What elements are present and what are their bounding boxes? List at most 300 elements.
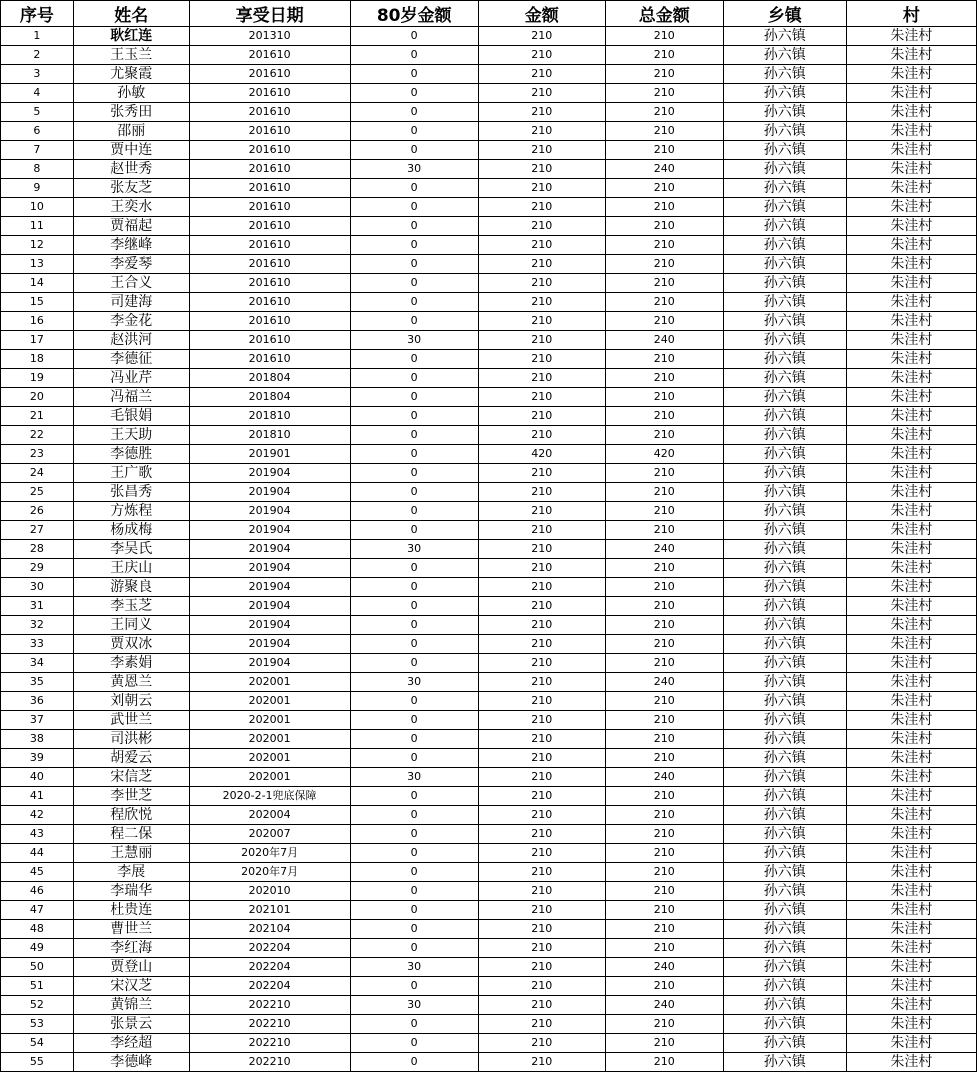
- cell-village: 朱洼村: [846, 236, 976, 255]
- cell-date: 201310: [189, 27, 350, 46]
- cell-town: 孙六镇: [723, 388, 846, 407]
- cell-village: 朱洼村: [846, 502, 976, 521]
- cell-town: 孙六镇: [723, 464, 846, 483]
- cell-date: 201904: [189, 521, 350, 540]
- header-total: 总金额: [605, 1, 723, 27]
- cell-seq: 4: [1, 84, 74, 103]
- cell-date: 201610: [189, 141, 350, 160]
- cell-village: 朱洼村: [846, 46, 976, 65]
- cell-total: 210: [605, 882, 723, 901]
- cell-seq: 28: [1, 540, 74, 559]
- cell-total: 210: [605, 844, 723, 863]
- cell-town: 孙六镇: [723, 217, 846, 236]
- cell-amount80: 0: [350, 388, 478, 407]
- cell-amount80: 30: [350, 996, 478, 1015]
- cell-village: 朱洼村: [846, 730, 976, 749]
- cell-total: 210: [605, 787, 723, 806]
- cell-town: 孙六镇: [723, 559, 846, 578]
- cell-date: 202001: [189, 692, 350, 711]
- cell-town: 孙六镇: [723, 692, 846, 711]
- table-row: [1, 65, 977, 84]
- cell-date: 201610: [189, 103, 350, 122]
- cell-amount80: 0: [350, 635, 478, 654]
- cell-date: 201904: [189, 578, 350, 597]
- cell-amount80: 0: [350, 559, 478, 578]
- cell-date: 201610: [189, 350, 350, 369]
- cell-amount80: 0: [350, 882, 478, 901]
- table-row: [1, 730, 977, 749]
- cell-total: 210: [605, 749, 723, 768]
- cell-town: 孙六镇: [723, 179, 846, 198]
- cell-date: 202204: [189, 939, 350, 958]
- table-row: [1, 521, 977, 540]
- cell-name: 尤聚霞: [73, 65, 189, 84]
- cell-seq: 12: [1, 236, 74, 255]
- cell-amount80: 0: [350, 103, 478, 122]
- cell-amount80: 0: [350, 597, 478, 616]
- cell-date: 2020年7月: [189, 863, 350, 882]
- table-row: [1, 597, 977, 616]
- table-row: [1, 692, 977, 711]
- cell-total: 210: [605, 293, 723, 312]
- cell-amount: 210: [478, 1015, 605, 1034]
- cell-town: 孙六镇: [723, 597, 846, 616]
- table-row: [1, 578, 977, 597]
- cell-seq: 25: [1, 483, 74, 502]
- cell-total: 210: [605, 27, 723, 46]
- cell-amount80: 0: [350, 844, 478, 863]
- cell-seq: 50: [1, 958, 74, 977]
- cell-seq: 26: [1, 502, 74, 521]
- cell-amount: 210: [478, 217, 605, 236]
- cell-total: 210: [605, 1034, 723, 1053]
- cell-amount: 210: [478, 160, 605, 179]
- cell-town: 孙六镇: [723, 787, 846, 806]
- table-row: [1, 122, 977, 141]
- cell-amount80: 0: [350, 654, 478, 673]
- cell-town: 孙六镇: [723, 996, 846, 1015]
- cell-amount: 210: [478, 388, 605, 407]
- cell-name: 张景云: [73, 1015, 189, 1034]
- cell-date: 202210: [189, 1015, 350, 1034]
- cell-total: 210: [605, 141, 723, 160]
- cell-amount: 210: [478, 331, 605, 350]
- cell-amount80: 0: [350, 1053, 478, 1072]
- cell-seq: 45: [1, 863, 74, 882]
- cell-amount: 210: [478, 1053, 605, 1072]
- cell-name: 李德征: [73, 350, 189, 369]
- cell-town: 孙六镇: [723, 103, 846, 122]
- cell-date: 202007: [189, 825, 350, 844]
- cell-amount: 210: [478, 426, 605, 445]
- cell-village: 朱洼村: [846, 711, 976, 730]
- cell-town: 孙六镇: [723, 749, 846, 768]
- table-row: [1, 901, 977, 920]
- cell-total: 240: [605, 331, 723, 350]
- table-row: [1, 84, 977, 103]
- cell-amount80: 0: [350, 730, 478, 749]
- table-row: [1, 958, 977, 977]
- cell-town: 孙六镇: [723, 483, 846, 502]
- cell-amount: 210: [478, 654, 605, 673]
- cell-amount80: 0: [350, 141, 478, 160]
- cell-total: 210: [605, 1015, 723, 1034]
- cell-name: 李金花: [73, 312, 189, 331]
- table-row: [1, 274, 977, 293]
- table-row: [1, 749, 977, 768]
- table-row: [1, 388, 977, 407]
- cell-town: 孙六镇: [723, 46, 846, 65]
- cell-amount: 210: [478, 844, 605, 863]
- cell-seq: 18: [1, 350, 74, 369]
- cell-date: 202001: [189, 768, 350, 787]
- cell-date: 201904: [189, 502, 350, 521]
- cell-seq: 2: [1, 46, 74, 65]
- cell-amount: 210: [478, 369, 605, 388]
- cell-amount80: 30: [350, 540, 478, 559]
- cell-village: 朱洼村: [846, 426, 976, 445]
- cell-total: 210: [605, 806, 723, 825]
- cell-village: 朱洼村: [846, 806, 976, 825]
- cell-town: 孙六镇: [723, 1053, 846, 1072]
- cell-total: 210: [605, 654, 723, 673]
- cell-seq: 9: [1, 179, 74, 198]
- cell-seq: 7: [1, 141, 74, 160]
- cell-village: 朱洼村: [846, 122, 976, 141]
- cell-amount80: 0: [350, 920, 478, 939]
- table-row: [1, 160, 977, 179]
- cell-amount: 210: [478, 787, 605, 806]
- cell-village: 朱洼村: [846, 958, 976, 977]
- cell-name: 张昌秀: [73, 483, 189, 502]
- table-row: [1, 673, 977, 692]
- cell-amount: 210: [478, 939, 605, 958]
- cell-total: 210: [605, 122, 723, 141]
- cell-town: 孙六镇: [723, 806, 846, 825]
- cell-amount80: 0: [350, 350, 478, 369]
- cell-seq: 46: [1, 882, 74, 901]
- cell-amount: 210: [478, 882, 605, 901]
- cell-amount: 210: [478, 464, 605, 483]
- cell-name: 毛银娟: [73, 407, 189, 426]
- cell-date: 201610: [189, 312, 350, 331]
- cell-seq: 42: [1, 806, 74, 825]
- cell-village: 朱洼村: [846, 388, 976, 407]
- cell-seq: 20: [1, 388, 74, 407]
- cell-village: 朱洼村: [846, 597, 976, 616]
- table-row: [1, 711, 977, 730]
- table-row: [1, 236, 977, 255]
- cell-seq: 29: [1, 559, 74, 578]
- cell-seq: 54: [1, 1034, 74, 1053]
- table-row: [1, 1053, 977, 1072]
- cell-amount: 210: [478, 502, 605, 521]
- cell-amount80: 0: [350, 711, 478, 730]
- cell-amount80: 30: [350, 958, 478, 977]
- cell-town: 孙六镇: [723, 407, 846, 426]
- cell-date: 201610: [189, 179, 350, 198]
- cell-amount80: 0: [350, 84, 478, 103]
- cell-name: 李瑞华: [73, 882, 189, 901]
- cell-total: 240: [605, 958, 723, 977]
- cell-name: 王慧丽: [73, 844, 189, 863]
- table-row: [1, 141, 977, 160]
- cell-date: 201804: [189, 388, 350, 407]
- table-row: [1, 426, 977, 445]
- cell-village: 朱洼村: [846, 825, 976, 844]
- table-row: [1, 559, 977, 578]
- cell-amount: 210: [478, 350, 605, 369]
- cell-town: 孙六镇: [723, 578, 846, 597]
- cell-town: 孙六镇: [723, 882, 846, 901]
- table-row: [1, 825, 977, 844]
- cell-town: 孙六镇: [723, 844, 846, 863]
- table-row: [1, 635, 977, 654]
- cell-town: 孙六镇: [723, 27, 846, 46]
- cell-town: 孙六镇: [723, 635, 846, 654]
- cell-village: 朱洼村: [846, 84, 976, 103]
- cell-amount: 210: [478, 616, 605, 635]
- cell-amount: 210: [478, 236, 605, 255]
- cell-village: 朱洼村: [846, 692, 976, 711]
- cell-amount80: 30: [350, 331, 478, 350]
- cell-date: 202010: [189, 882, 350, 901]
- cell-total: 210: [605, 711, 723, 730]
- cell-name: 李展: [73, 863, 189, 882]
- cell-town: 孙六镇: [723, 426, 846, 445]
- cell-town: 孙六镇: [723, 616, 846, 635]
- cell-date: 201610: [189, 255, 350, 274]
- cell-seq: 43: [1, 825, 74, 844]
- table-row: [1, 977, 977, 996]
- cell-village: 朱洼村: [846, 65, 976, 84]
- cell-village: 朱洼村: [846, 445, 976, 464]
- cell-town: 孙六镇: [723, 198, 846, 217]
- table-row: [1, 920, 977, 939]
- table-row: [1, 103, 977, 122]
- cell-amount: 210: [478, 407, 605, 426]
- cell-seq: 31: [1, 597, 74, 616]
- cell-town: 孙六镇: [723, 141, 846, 160]
- cell-name: 宋信芝: [73, 768, 189, 787]
- cell-seq: 14: [1, 274, 74, 293]
- cell-amount80: 30: [350, 673, 478, 692]
- cell-village: 朱洼村: [846, 844, 976, 863]
- cell-amount: 210: [478, 103, 605, 122]
- table-row: [1, 464, 977, 483]
- cell-amount: 210: [478, 84, 605, 103]
- cell-village: 朱洼村: [846, 293, 976, 312]
- cell-date: 202001: [189, 673, 350, 692]
- cell-date: 201810: [189, 426, 350, 445]
- cell-total: 210: [605, 426, 723, 445]
- cell-village: 朱洼村: [846, 160, 976, 179]
- cell-seq: 30: [1, 578, 74, 597]
- cell-seq: 13: [1, 255, 74, 274]
- cell-amount80: 0: [350, 749, 478, 768]
- cell-seq: 21: [1, 407, 74, 426]
- header-village: 村: [846, 1, 976, 27]
- cell-seq: 51: [1, 977, 74, 996]
- cell-amount80: 0: [350, 445, 478, 464]
- cell-date: 202204: [189, 958, 350, 977]
- cell-total: 210: [605, 1053, 723, 1072]
- table-row: [1, 939, 977, 958]
- cell-name: 邵丽: [73, 122, 189, 141]
- table-row: [1, 1015, 977, 1034]
- cell-date: 201904: [189, 559, 350, 578]
- cell-name: 张秀田: [73, 103, 189, 122]
- cell-amount: 210: [478, 996, 605, 1015]
- cell-amount: 210: [478, 179, 605, 198]
- cell-total: 210: [605, 901, 723, 920]
- table-body: [1, 27, 977, 1072]
- cell-name: 杜贵连: [73, 901, 189, 920]
- cell-village: 朱洼村: [846, 1053, 976, 1072]
- cell-amount: 210: [478, 521, 605, 540]
- cell-date: 202001: [189, 749, 350, 768]
- cell-name: 杨成梅: [73, 521, 189, 540]
- cell-total: 210: [605, 236, 723, 255]
- cell-amount80: 0: [350, 806, 478, 825]
- cell-seq: 24: [1, 464, 74, 483]
- cell-date: 202001: [189, 730, 350, 749]
- cell-name: 李德胜: [73, 445, 189, 464]
- cell-village: 朱洼村: [846, 312, 976, 331]
- table-row: [1, 255, 977, 274]
- cell-name: 耿红连: [73, 27, 189, 46]
- cell-town: 孙六镇: [723, 901, 846, 920]
- cell-village: 朱洼村: [846, 977, 976, 996]
- cell-total: 210: [605, 255, 723, 274]
- cell-amount: 210: [478, 635, 605, 654]
- cell-seq: 35: [1, 673, 74, 692]
- header-town: 乡镇: [723, 1, 846, 27]
- cell-date: 201904: [189, 540, 350, 559]
- cell-amount80: 0: [350, 46, 478, 65]
- cell-date: 202210: [189, 1034, 350, 1053]
- cell-date: 201901: [189, 445, 350, 464]
- cell-name: 武世兰: [73, 711, 189, 730]
- cell-amount: 210: [478, 46, 605, 65]
- cell-amount80: 0: [350, 939, 478, 958]
- cell-amount80: 0: [350, 198, 478, 217]
- cell-amount80: 0: [350, 464, 478, 483]
- cell-seq: 39: [1, 749, 74, 768]
- cell-village: 朱洼村: [846, 578, 976, 597]
- cell-name: 王奕水: [73, 198, 189, 217]
- cell-seq: 1: [1, 27, 74, 46]
- cell-date: 201610: [189, 274, 350, 293]
- cell-seq: 55: [1, 1053, 74, 1072]
- cell-name: 贾福起: [73, 217, 189, 236]
- cell-town: 孙六镇: [723, 312, 846, 331]
- cell-village: 朱洼村: [846, 882, 976, 901]
- cell-amount: 210: [478, 274, 605, 293]
- cell-village: 朱洼村: [846, 1015, 976, 1034]
- cell-total: 210: [605, 502, 723, 521]
- table-row: [1, 787, 977, 806]
- cell-village: 朱洼村: [846, 141, 976, 160]
- cell-village: 朱洼村: [846, 464, 976, 483]
- table-row: [1, 768, 977, 787]
- cell-name: 程二保: [73, 825, 189, 844]
- cell-amount80: 0: [350, 1034, 478, 1053]
- cell-town: 孙六镇: [723, 654, 846, 673]
- cell-seq: 15: [1, 293, 74, 312]
- cell-amount80: 0: [350, 901, 478, 920]
- cell-total: 210: [605, 692, 723, 711]
- cell-total: 210: [605, 274, 723, 293]
- table-row: [1, 198, 977, 217]
- cell-town: 孙六镇: [723, 502, 846, 521]
- cell-town: 孙六镇: [723, 65, 846, 84]
- cell-amount80: 0: [350, 122, 478, 141]
- table-row: [1, 844, 977, 863]
- table-row: [1, 502, 977, 521]
- cell-village: 朱洼村: [846, 901, 976, 920]
- cell-total: 210: [605, 217, 723, 236]
- cell-amount80: 0: [350, 407, 478, 426]
- cell-date: 201904: [189, 464, 350, 483]
- table-row: [1, 350, 977, 369]
- cell-name: 王天助: [73, 426, 189, 445]
- table-row: [1, 654, 977, 673]
- cell-name: 张友芝: [73, 179, 189, 198]
- cell-total: 420: [605, 445, 723, 464]
- cell-town: 孙六镇: [723, 977, 846, 996]
- cell-name: 程欣悦: [73, 806, 189, 825]
- cell-amount: 210: [478, 768, 605, 787]
- cell-name: 贾中连: [73, 141, 189, 160]
- cell-date: 201904: [189, 483, 350, 502]
- cell-total: 210: [605, 616, 723, 635]
- cell-town: 孙六镇: [723, 445, 846, 464]
- cell-total: 210: [605, 559, 723, 578]
- cell-town: 孙六镇: [723, 521, 846, 540]
- cell-village: 朱洼村: [846, 939, 976, 958]
- cell-seq: 11: [1, 217, 74, 236]
- cell-amount: 210: [478, 863, 605, 882]
- cell-town: 孙六镇: [723, 768, 846, 787]
- cell-total: 210: [605, 635, 723, 654]
- cell-amount80: 0: [350, 825, 478, 844]
- cell-village: 朱洼村: [846, 787, 976, 806]
- cell-village: 朱洼村: [846, 996, 976, 1015]
- cell-village: 朱洼村: [846, 654, 976, 673]
- cell-amount80: 0: [350, 217, 478, 236]
- cell-seq: 38: [1, 730, 74, 749]
- cell-village: 朱洼村: [846, 540, 976, 559]
- header-amount80: 80岁金额: [350, 1, 478, 27]
- cell-total: 210: [605, 483, 723, 502]
- cell-seq: 27: [1, 521, 74, 540]
- cell-village: 朱洼村: [846, 673, 976, 692]
- cell-name: 冯福兰: [73, 388, 189, 407]
- cell-name: 刘朝云: [73, 692, 189, 711]
- cell-date: 201904: [189, 635, 350, 654]
- cell-town: 孙六镇: [723, 274, 846, 293]
- cell-name: 孙敏: [73, 84, 189, 103]
- cell-seq: 22: [1, 426, 74, 445]
- cell-seq: 16: [1, 312, 74, 331]
- cell-total: 210: [605, 920, 723, 939]
- cell-amount80: 0: [350, 483, 478, 502]
- cell-amount: 210: [478, 27, 605, 46]
- cell-town: 孙六镇: [723, 255, 846, 274]
- cell-amount: 210: [478, 141, 605, 160]
- cell-name: 宋汉芝: [73, 977, 189, 996]
